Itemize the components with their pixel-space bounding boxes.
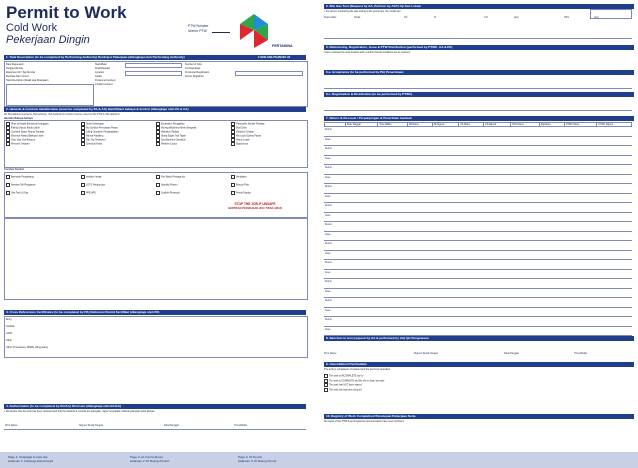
field-task-description: Task Description (Detail task Pekerjaan)	[6, 79, 49, 82]
task-description-input[interactable]	[6, 84, 94, 106]
cancel-option[interactable]: The work site has been cleaned	[324, 388, 632, 393]
section3-body	[4, 316, 308, 358]
gas-o2: O2	[404, 16, 408, 19]
form-code: F-BOB-HSE-PSHSE001-06	[258, 56, 291, 59]
control-item[interactable]: LOTO Penguncian	[81, 183, 105, 188]
table-row[interactable]	[324, 232, 632, 242]
section4-text: I, PA declare that the work has been reviewed and that the hazards & controls are adequate. Saya menyatakan bahwa pekerjaan telah ditinjau.	[4, 410, 156, 413]
additional-controls[interactable]	[4, 218, 308, 300]
s8-print-name: Print Name	[324, 352, 337, 355]
xref-row: LOPA	[6, 332, 13, 335]
hazard-item[interactable]: Work at Height Bekerja di Ketinggian	[6, 122, 49, 127]
row-label: Issue	[325, 271, 331, 274]
gas-co: CO	[484, 16, 488, 19]
field-date-requested-id: Tanggal diminta	[6, 67, 23, 70]
field-registration: Personnel Registration	[185, 71, 210, 74]
footer-page3: Page 3: Of Permit Halaman 3: Di Ruang Permit	[238, 455, 277, 463]
table-row[interactable]	[324, 289, 632, 299]
hazard-item[interactable]: Moving Machinery Mesin Bergerak	[156, 126, 196, 131]
table-row[interactable]	[324, 298, 632, 308]
section6-header: 6. Referencing, Registration, Issue & PTW Distribution (performed by PTWC, AA & PA)	[324, 45, 634, 50]
table-row[interactable]	[324, 156, 632, 166]
s8-date: Date/Tanggal	[504, 352, 519, 355]
hazard-item[interactable]: Chemical Kimia	[81, 142, 102, 147]
section6-text: I have reviewed the work location and I confirm that all conditions are as required.	[324, 51, 411, 54]
start-input[interactable]	[125, 63, 182, 68]
section5-sig-line[interactable]	[324, 38, 632, 39]
sig-date: Date/Tanggal	[164, 424, 179, 427]
hazard-item[interactable]: Hot Liquid Cairan Panas	[231, 134, 261, 139]
row-label: Return	[325, 186, 332, 188]
gas-test-box[interactable]	[590, 9, 632, 19]
hazard-item[interactable]: Slip Trip Terpeleset	[81, 138, 106, 143]
sig-time: Time/Waktu	[234, 424, 248, 427]
hazard-item[interactable]: Electrical Hazard Bahaya Listrik	[6, 134, 43, 139]
row-label: Issue	[325, 176, 331, 179]
col-signature: Signature	[539, 123, 564, 127]
field-start: Start/Mulai	[95, 63, 107, 66]
control-item[interactable]: Barricade Penghalang	[6, 175, 34, 180]
row-label: Return	[325, 243, 332, 245]
registration-input[interactable]	[235, 71, 303, 76]
table-row[interactable]	[324, 260, 632, 270]
s8-time: Time/Waktu	[574, 352, 588, 355]
row-label: Issue	[325, 138, 331, 141]
table-row[interactable]	[324, 251, 632, 261]
section6a-header: 6.a. Acceptance (to be performed by PA) Penerimaan	[324, 70, 634, 75]
table-row[interactable]	[324, 241, 632, 251]
field-personnel: Personnel Involved	[95, 79, 116, 82]
xref-row: Other (Procedures, MSDS, lifting plans)	[6, 346, 48, 349]
hazard-item[interactable]: Vibration Getaran	[231, 130, 254, 135]
footer-page2: Page 2: At Control Room Halaman 2: Di Ruang Kontrol	[130, 455, 170, 463]
row-label: Return	[325, 262, 332, 264]
hazard-item[interactable]: Radiation Radiasi	[156, 130, 179, 135]
control-item[interactable]: Permit Display	[231, 191, 251, 196]
table-row[interactable]	[324, 127, 632, 137]
logo-text: PERTAMINA	[272, 44, 293, 48]
section8-body	[324, 342, 632, 358]
gas-h2s: H2S	[564, 16, 569, 19]
field-number-jobs-id: Jml Pekerjaan	[185, 67, 201, 70]
ptw-number-input[interactable]	[212, 26, 230, 33]
row-label: Issue	[325, 214, 331, 217]
section4-header: 4. Authorization (to be completed by EC/AA) Otorisasi (dilengkapi oleh EC/AA)	[4, 404, 306, 409]
section4-signature-row	[4, 424, 306, 430]
table-row[interactable]	[324, 279, 632, 289]
row-label: Return	[325, 281, 332, 283]
section6c-body[interactable]	[324, 98, 632, 111]
return-reissue-rows	[324, 127, 632, 336]
gas-h2s-unit: ppm	[594, 16, 599, 19]
control-item[interactable]: Rescue Plan	[231, 183, 249, 188]
field-personnel-id: Jumlah personel	[95, 83, 113, 86]
gas-o2-unit: %	[434, 16, 437, 19]
section1-body	[4, 61, 308, 107]
table-row[interactable]	[324, 146, 632, 156]
table-row[interactable]	[324, 270, 632, 280]
controls-grid	[4, 172, 308, 218]
control-item[interactable]: Scaffold Perancah	[156, 191, 180, 196]
table-row[interactable]	[324, 308, 632, 318]
hazard-item[interactable]: Falling Objects Benda Jatuh	[6, 126, 40, 131]
row-label: Issue	[325, 309, 331, 312]
row-label: Issue	[325, 157, 331, 160]
col-aa-name: AA Name	[459, 123, 484, 127]
hazard-item[interactable]: Simultaneous Operation	[156, 138, 186, 143]
ptw-number-label-id: Nomor PTW	[188, 29, 207, 33]
gas-flammable: Flammable	[324, 16, 337, 19]
sig-signed: Signed Tanda Tangan	[79, 424, 104, 427]
hazard-item[interactable]: Heavy Loads	[231, 138, 249, 143]
hazard-item[interactable]: Hot Surface Permukaan Panas	[81, 126, 118, 131]
control-item[interactable]: Harness Tali Pengaman	[6, 183, 35, 188]
hazard-item[interactable]: Weather Cuaca	[156, 142, 177, 147]
location-input[interactable]	[125, 71, 182, 76]
cancel-option[interactable]: The work is COMPLETE and the site is clean and safe	[324, 379, 632, 384]
row-label: Return	[325, 224, 332, 226]
field-number-jobs: Number of Jobs	[185, 63, 202, 66]
hazard-item[interactable]: Sharp Edges Tepi Tajam	[156, 134, 186, 139]
hazard-item[interactable]: Dust Debu	[231, 126, 247, 131]
s8-signed: Signed Tanda Tangan	[414, 352, 439, 355]
table-row[interactable]	[324, 317, 632, 327]
gas-co-unit: ppm	[514, 16, 519, 19]
row-label: Return	[325, 300, 332, 302]
row-label: Issue	[325, 195, 331, 198]
table-row[interactable]	[324, 194, 632, 204]
field-finish: Finish/Selesai	[95, 67, 110, 70]
control-item[interactable]: Fire Watch Penjaga Api	[156, 175, 185, 180]
row-label: Return	[325, 148, 332, 150]
hazards-label: Hazards Bahaya-bahaya	[4, 117, 33, 120]
col-pa-name: PA Name	[408, 123, 433, 127]
control-item[interactable]: Standby Person	[156, 183, 177, 188]
row-label: Return	[325, 205, 332, 207]
controls-label: Controls Kontrol	[4, 168, 24, 171]
col-pa-signed: PA Signed	[432, 123, 459, 127]
footer-page1: Page 1: Chapagal & work site Halaman 1: Clipaseg alamat kerja	[8, 455, 54, 463]
section6a-body[interactable]	[324, 76, 632, 89]
xref-row: Isolation	[6, 325, 15, 328]
hazard-item[interactable]: Excavation Penggalian	[156, 122, 184, 127]
table-row[interactable]	[324, 184, 632, 194]
section7-header: 7. Return & Re-issue / Perpanjangan & Penerbitan kembali	[324, 116, 634, 121]
form-subtitle-id: Pekerjaan Dingin	[6, 34, 90, 46]
table-row[interactable]	[324, 222, 632, 232]
pertamina-logo-icon	[232, 12, 276, 50]
hazard-item[interactable]: Ergonomics	[231, 142, 248, 147]
section2-note: All JSA attached Lampiran JSA terlampir. JSA hazards & controls must be noted on this PTW & JSA attached.	[4, 113, 121, 116]
hazard-item[interactable]: Confined Space Ruang Terbatas	[6, 130, 44, 135]
col-print-name: Print Name	[511, 123, 539, 127]
table-row[interactable]	[324, 165, 632, 175]
section6c-header: 6.c. Registration & Distribution (to be performed by PTWC)	[324, 92, 634, 97]
form-subtitle: Cold Work	[6, 22, 58, 34]
field-registration-id: Nomor Registrasi	[185, 75, 204, 78]
stop-job-title: STOP THE JOB IF UNSAFE	[234, 202, 276, 206]
table-row[interactable]	[324, 203, 632, 213]
hazard-item[interactable]: Toxic Gas Gas Beracun	[6, 138, 35, 143]
stop-job-subtitle: HENTIKAN PEKERJAAN JIKA TIDAK AMAN	[228, 207, 282, 210]
col-aa-signed: AA Signed	[484, 123, 511, 127]
col-time: Time Waktu	[378, 123, 408, 127]
col-ptwc-name: PTWC Name	[564, 123, 596, 127]
gas-test-row	[324, 16, 632, 22]
control-item[interactable]: Ventilation	[231, 175, 247, 180]
section2-header: 2. Hazards & Controls Identification (must be completed by PA & AA) Identifikasi bahaya & kontrol (dilengkapi oleh PA & AA)	[4, 107, 306, 112]
section5-header: 5. Site Gas Test (Request by AA, Perform by AGT) Uji Gas Lokasi	[324, 4, 634, 9]
sig-print-name: Print Name	[5, 424, 18, 427]
section5-text: I, the person conducting the gas testing at the permit site, the results are:	[324, 10, 402, 13]
row-label: Return	[325, 319, 332, 321]
section10-header: 10. Registry of Work Completion/ Penutupan Pekerjaan Kerja	[324, 414, 634, 419]
table-row[interactable]	[324, 327, 632, 337]
control-item[interactable]: Isolation Isolasi	[81, 175, 102, 180]
col-ptwc-signed: PTWC Signed	[597, 123, 632, 127]
xref-row: Other	[6, 339, 12, 342]
field-equipment-id: Equipment ID / Tag Number	[6, 71, 36, 74]
table-row[interactable]	[324, 175, 632, 185]
ptw-number-label: PTW Number	[188, 24, 209, 28]
row-label: Issue	[325, 233, 331, 236]
xref-row: Entry	[6, 318, 12, 321]
section8-header: 8. Sanction to test (request by AA & performed by AA) Ijin Pengetesan	[324, 336, 634, 341]
ptw-number-block	[188, 24, 209, 34]
section3-header: 3. Cross References Certificates (to be completed by PA) Referensi Permit Sertifikat (dilengkapi oleh PA)	[4, 310, 306, 315]
section1-header: 1. Task Description (to be completed by Performing Authority) Deskripsi Pekerjaan (dilengkapi oleh Performing Authority)	[4, 55, 306, 60]
footer-bar	[0, 452, 638, 468]
section10-text: All copies of this PTW & accompanying documentation have been archived.	[324, 420, 405, 423]
table-row[interactable]	[324, 137, 632, 147]
row-label: Return	[325, 167, 332, 169]
hazard-item[interactable]: Flammable Mudah Terbakar	[231, 122, 265, 127]
form-title: Permit to Work	[6, 3, 127, 22]
row-label: Issue	[325, 252, 331, 255]
hazard-item[interactable]: Manual Handling	[81, 134, 103, 139]
row-label: Return	[325, 129, 332, 131]
section9-options	[324, 374, 632, 392]
cancel-option[interactable]: The work is INCOMPLETE due to	[324, 374, 632, 379]
row-label: Issue	[325, 328, 331, 331]
cancel-option[interactable]: The work has NOT been started	[324, 383, 632, 388]
table-row[interactable]	[324, 213, 632, 223]
control-item[interactable]: PPE APD	[81, 191, 96, 196]
field-equipment-id-id: Identitas Alat / Nomor	[6, 75, 29, 78]
field-location: Location	[95, 71, 105, 74]
field-location-id: Lokasi	[95, 75, 102, 78]
col-date: Date Tanggal	[346, 123, 378, 127]
hazard-item[interactable]: Noise Kebisingan	[81, 122, 104, 127]
hazard-item[interactable]: Lifting Operation Pengangkatan	[81, 130, 118, 135]
field-date-requested: Date Requested	[6, 63, 24, 66]
section9-header: 9. Cancellation/ Pembatalan	[324, 362, 634, 367]
control-item[interactable]: Gas Test Uji Gas	[6, 191, 28, 196]
gas-flammable-unit: %LEL	[354, 16, 361, 19]
row-label: Issue	[325, 290, 331, 293]
hazards-grid	[4, 120, 308, 168]
hazard-item[interactable]: Pressure Tekanan	[6, 142, 29, 147]
section9-text: The work is completed/ not started and the permit is cancelled.	[324, 368, 391, 371]
